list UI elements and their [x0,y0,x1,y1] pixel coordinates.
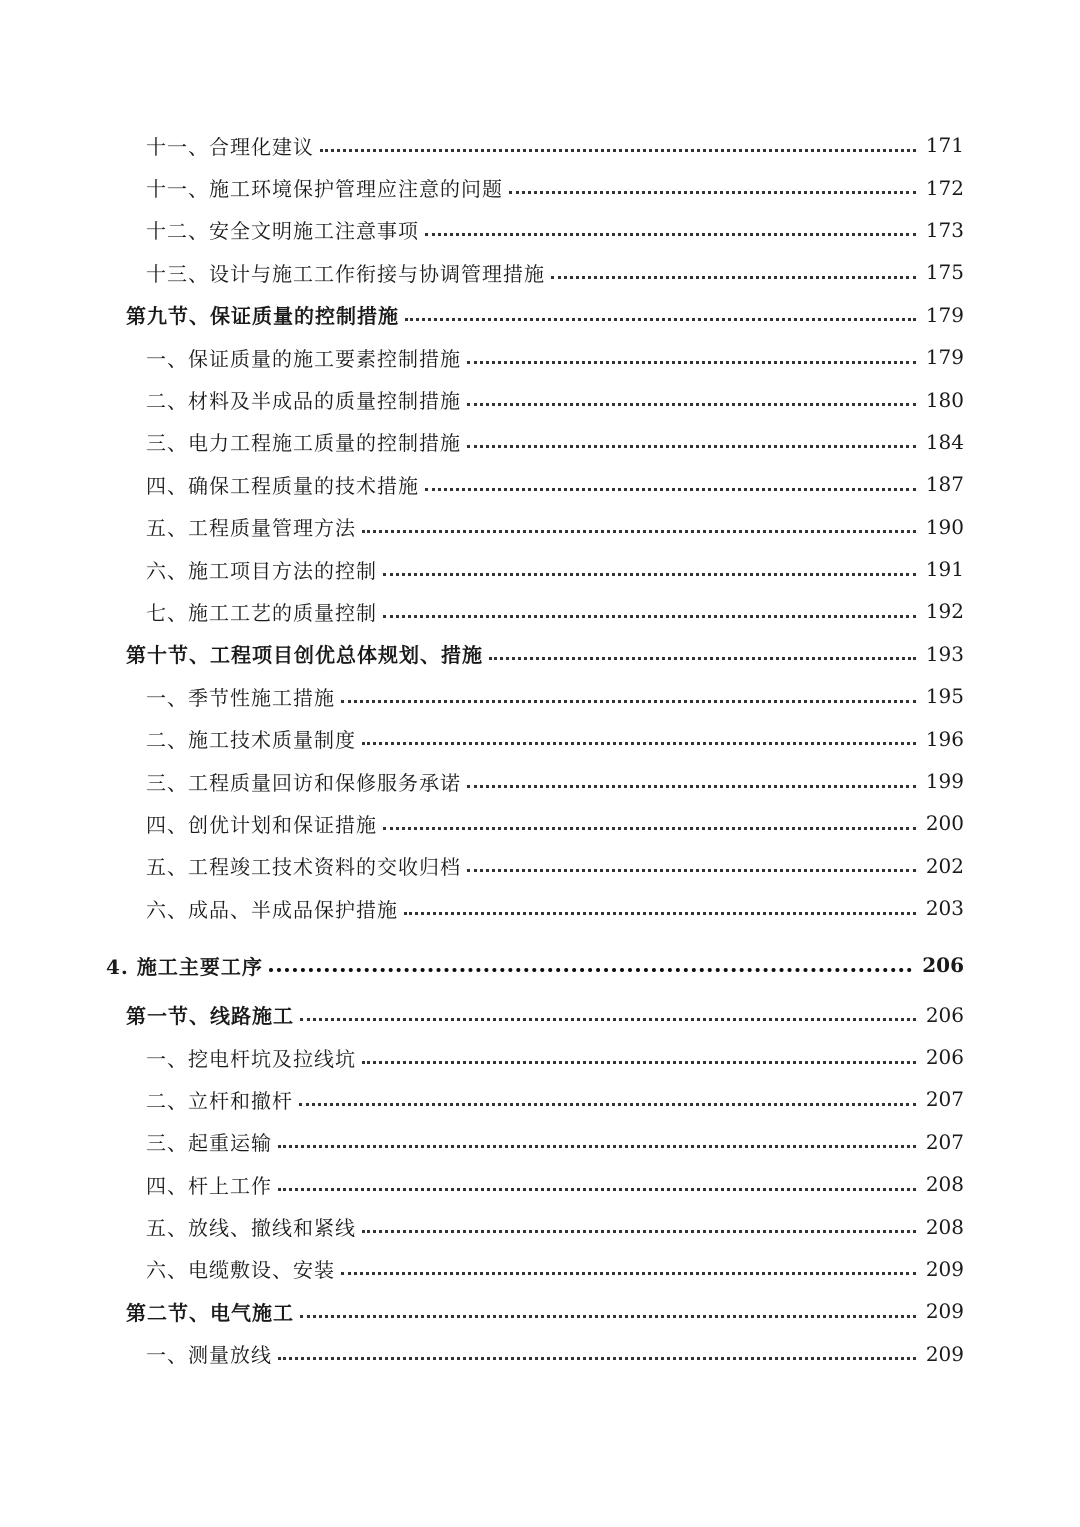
toc-entry-title: 四、确保工程质量的技术措施 [146,470,425,499]
toc-entry-page-number: 195 [925,684,964,709]
dot-leader [383,615,916,618]
dot-leader [467,445,916,448]
toc-entry-title: 十三、设计与施工工作衔接与协调管理措施 [146,258,551,287]
toc-subsection-entry[interactable] [0,378,1080,420]
toc-entry-title: 一、挖电杆坑及拉线坑 [146,1043,362,1072]
toc-entry-page-number: 173 [925,217,964,242]
toc-entry-title: 五、工程质量管理方法 [146,512,362,541]
toc-entry-title: 五、工程竣工技术资料的交收归档 [146,851,467,880]
toc-chapter-entry[interactable] [0,939,1080,991]
toc-subsection-entry[interactable] [0,166,1080,208]
toc-entry-title: 十一、施工环境保护管理应注意的问题 [146,173,509,202]
toc-section-entry[interactable] [0,633,1080,675]
dot-leader [278,1188,916,1191]
toc-subsection-entry[interactable] [0,548,1080,590]
toc-entry-title: 四、创优计划和保证措施 [146,809,383,838]
toc-entry-page-number: 206 [925,1002,964,1027]
toc-entry-title: 三、起重运输 [146,1127,278,1156]
toc-subsection-entry[interactable] [0,1333,1080,1375]
toc-subsection-entry[interactable] [0,675,1080,717]
toc-entry-page-number: 207 [925,1087,964,1112]
dot-leader [269,968,912,972]
dot-leader [362,1230,916,1233]
toc-entry-page-number: 184 [925,429,964,454]
toc-subsection-entry[interactable] [0,845,1080,887]
toc-entry-title: 六、电缆敷设、安装 [146,1254,341,1283]
toc-entry-page-number: 190 [925,514,964,539]
toc-subsection-entry[interactable] [0,421,1080,463]
dot-leader [467,361,916,364]
toc-entry-title: 四、杆上工作 [146,1170,278,1199]
dot-leader [467,403,916,406]
toc-entry-page-number: 200 [925,811,964,836]
toc-entry-title: 第十节、工程项目创优总体规划、措施 [126,639,489,668]
toc-entry-page-number: 192 [925,599,964,624]
dot-leader [425,233,916,236]
toc-entry-title: 七、施工工艺的质量控制 [146,597,383,626]
dot-leader [383,573,916,576]
toc-subsection-entry[interactable] [0,336,1080,378]
toc-entry-title: 第二节、电气施工 [126,1297,300,1326]
toc-entry-title: 4. 施工主要工序 [106,951,269,980]
toc-entry-page-number: 193 [925,641,964,666]
toc-entry-title: 六、成品、半成品保护措施 [146,894,404,923]
toc-subsection-entry[interactable] [0,251,1080,293]
toc-entry-title: 三、工程质量回访和保修服务承诺 [146,767,467,796]
toc-entry-page-number: 179 [925,345,964,370]
toc-entry-title: 一、季节性施工措施 [146,682,341,711]
toc-entry-page-number: 191 [925,557,964,582]
toc-entry-page-number: 208 [925,1214,964,1239]
toc-subsection-entry[interactable] [0,590,1080,632]
toc-entry-page-number: 206 [922,953,964,978]
dot-leader [362,1061,916,1064]
toc-entry-title: 一、保证质量的施工要素控制措施 [146,343,467,372]
toc-entry-title: 第九节、保证质量的控制措施 [126,300,405,329]
toc-entry-page-number: 180 [925,387,964,412]
toc-subsection-entry[interactable] [0,1163,1080,1205]
toc-subsection-entry[interactable] [0,1248,1080,1290]
toc-entry-page-number: 209 [925,1299,964,1324]
dot-leader [300,1018,916,1021]
toc-entry-page-number: 196 [925,726,964,751]
dot-leader [299,1103,916,1106]
toc-entry-title: 二、立杆和撤杆 [146,1085,299,1114]
toc-section-entry[interactable] [0,1290,1080,1332]
toc-entry-title: 十一、合理化建议 [146,131,320,160]
toc-entry-title: 十二、安全文明施工注意事项 [146,215,425,244]
toc-entry-title: 二、施工技术质量制度 [146,724,362,753]
toc-entry-title: 三、电力工程施工质量的控制措施 [146,427,467,456]
toc-subsection-entry[interactable] [0,1205,1080,1247]
toc-subsection-entry[interactable] [0,463,1080,505]
dot-leader [362,530,916,533]
toc-entry-page-number: 209 [925,1256,964,1281]
toc-subsection-entry[interactable] [0,802,1080,844]
toc-subsection-entry[interactable] [0,1036,1080,1078]
toc-subsection-entry[interactable] [0,887,1080,929]
dot-leader [404,912,916,915]
dot-leader [551,276,916,279]
toc-section-entry[interactable] [0,294,1080,336]
dot-leader [467,785,916,788]
toc-entry-page-number: 199 [925,769,964,794]
toc-subsection-entry[interactable] [0,717,1080,759]
toc-entry-title: 五、放线、撤线和紧线 [146,1212,362,1241]
toc-entry-page-number: 202 [925,853,964,878]
dot-leader [320,149,916,152]
toc-section-entry[interactable] [0,993,1080,1035]
toc-entry-title: 六、施工项目方法的控制 [146,555,383,584]
toc-entry-page-number: 187 [925,472,964,497]
toc-entry-page-number: 179 [925,302,964,327]
toc-entry-page-number: 203 [925,896,964,921]
dot-leader [509,191,916,194]
dot-leader [383,827,916,830]
toc-entry-page-number: 209 [925,1341,964,1366]
dot-leader [300,1315,916,1318]
dot-leader [341,1272,916,1275]
dot-leader [489,657,916,660]
dot-leader [425,488,916,491]
toc-subsection-entry[interactable] [0,506,1080,548]
dot-leader [341,700,916,703]
dot-leader [467,869,916,872]
toc-entry-title: 第一节、线路施工 [126,1000,300,1029]
toc-subsection-entry[interactable] [0,760,1080,802]
toc-entry-page-number: 175 [925,260,964,285]
table-of-contents [0,124,1080,1375]
toc-entry-page-number: 206 [925,1045,964,1069]
toc-subsection-entry[interactable] [0,124,1080,166]
dot-leader [278,1145,916,1148]
toc-subsection-entry[interactable] [0,209,1080,251]
toc-subsection-entry[interactable] [0,1121,1080,1163]
toc-entry-page-number: 208 [925,1172,964,1197]
toc-entry-page-number: 172 [925,175,964,200]
dot-leader [405,318,916,321]
toc-entry-page-number: 207 [925,1129,964,1154]
dot-leader [362,742,916,745]
toc-entry-title: 一、测量放线 [146,1339,278,1368]
toc-subsection-entry[interactable] [0,1078,1080,1120]
dot-leader [278,1357,916,1360]
toc-entry-page-number: 171 [925,133,964,158]
toc-entry-title: 二、材料及半成品的质量控制措施 [146,385,467,414]
